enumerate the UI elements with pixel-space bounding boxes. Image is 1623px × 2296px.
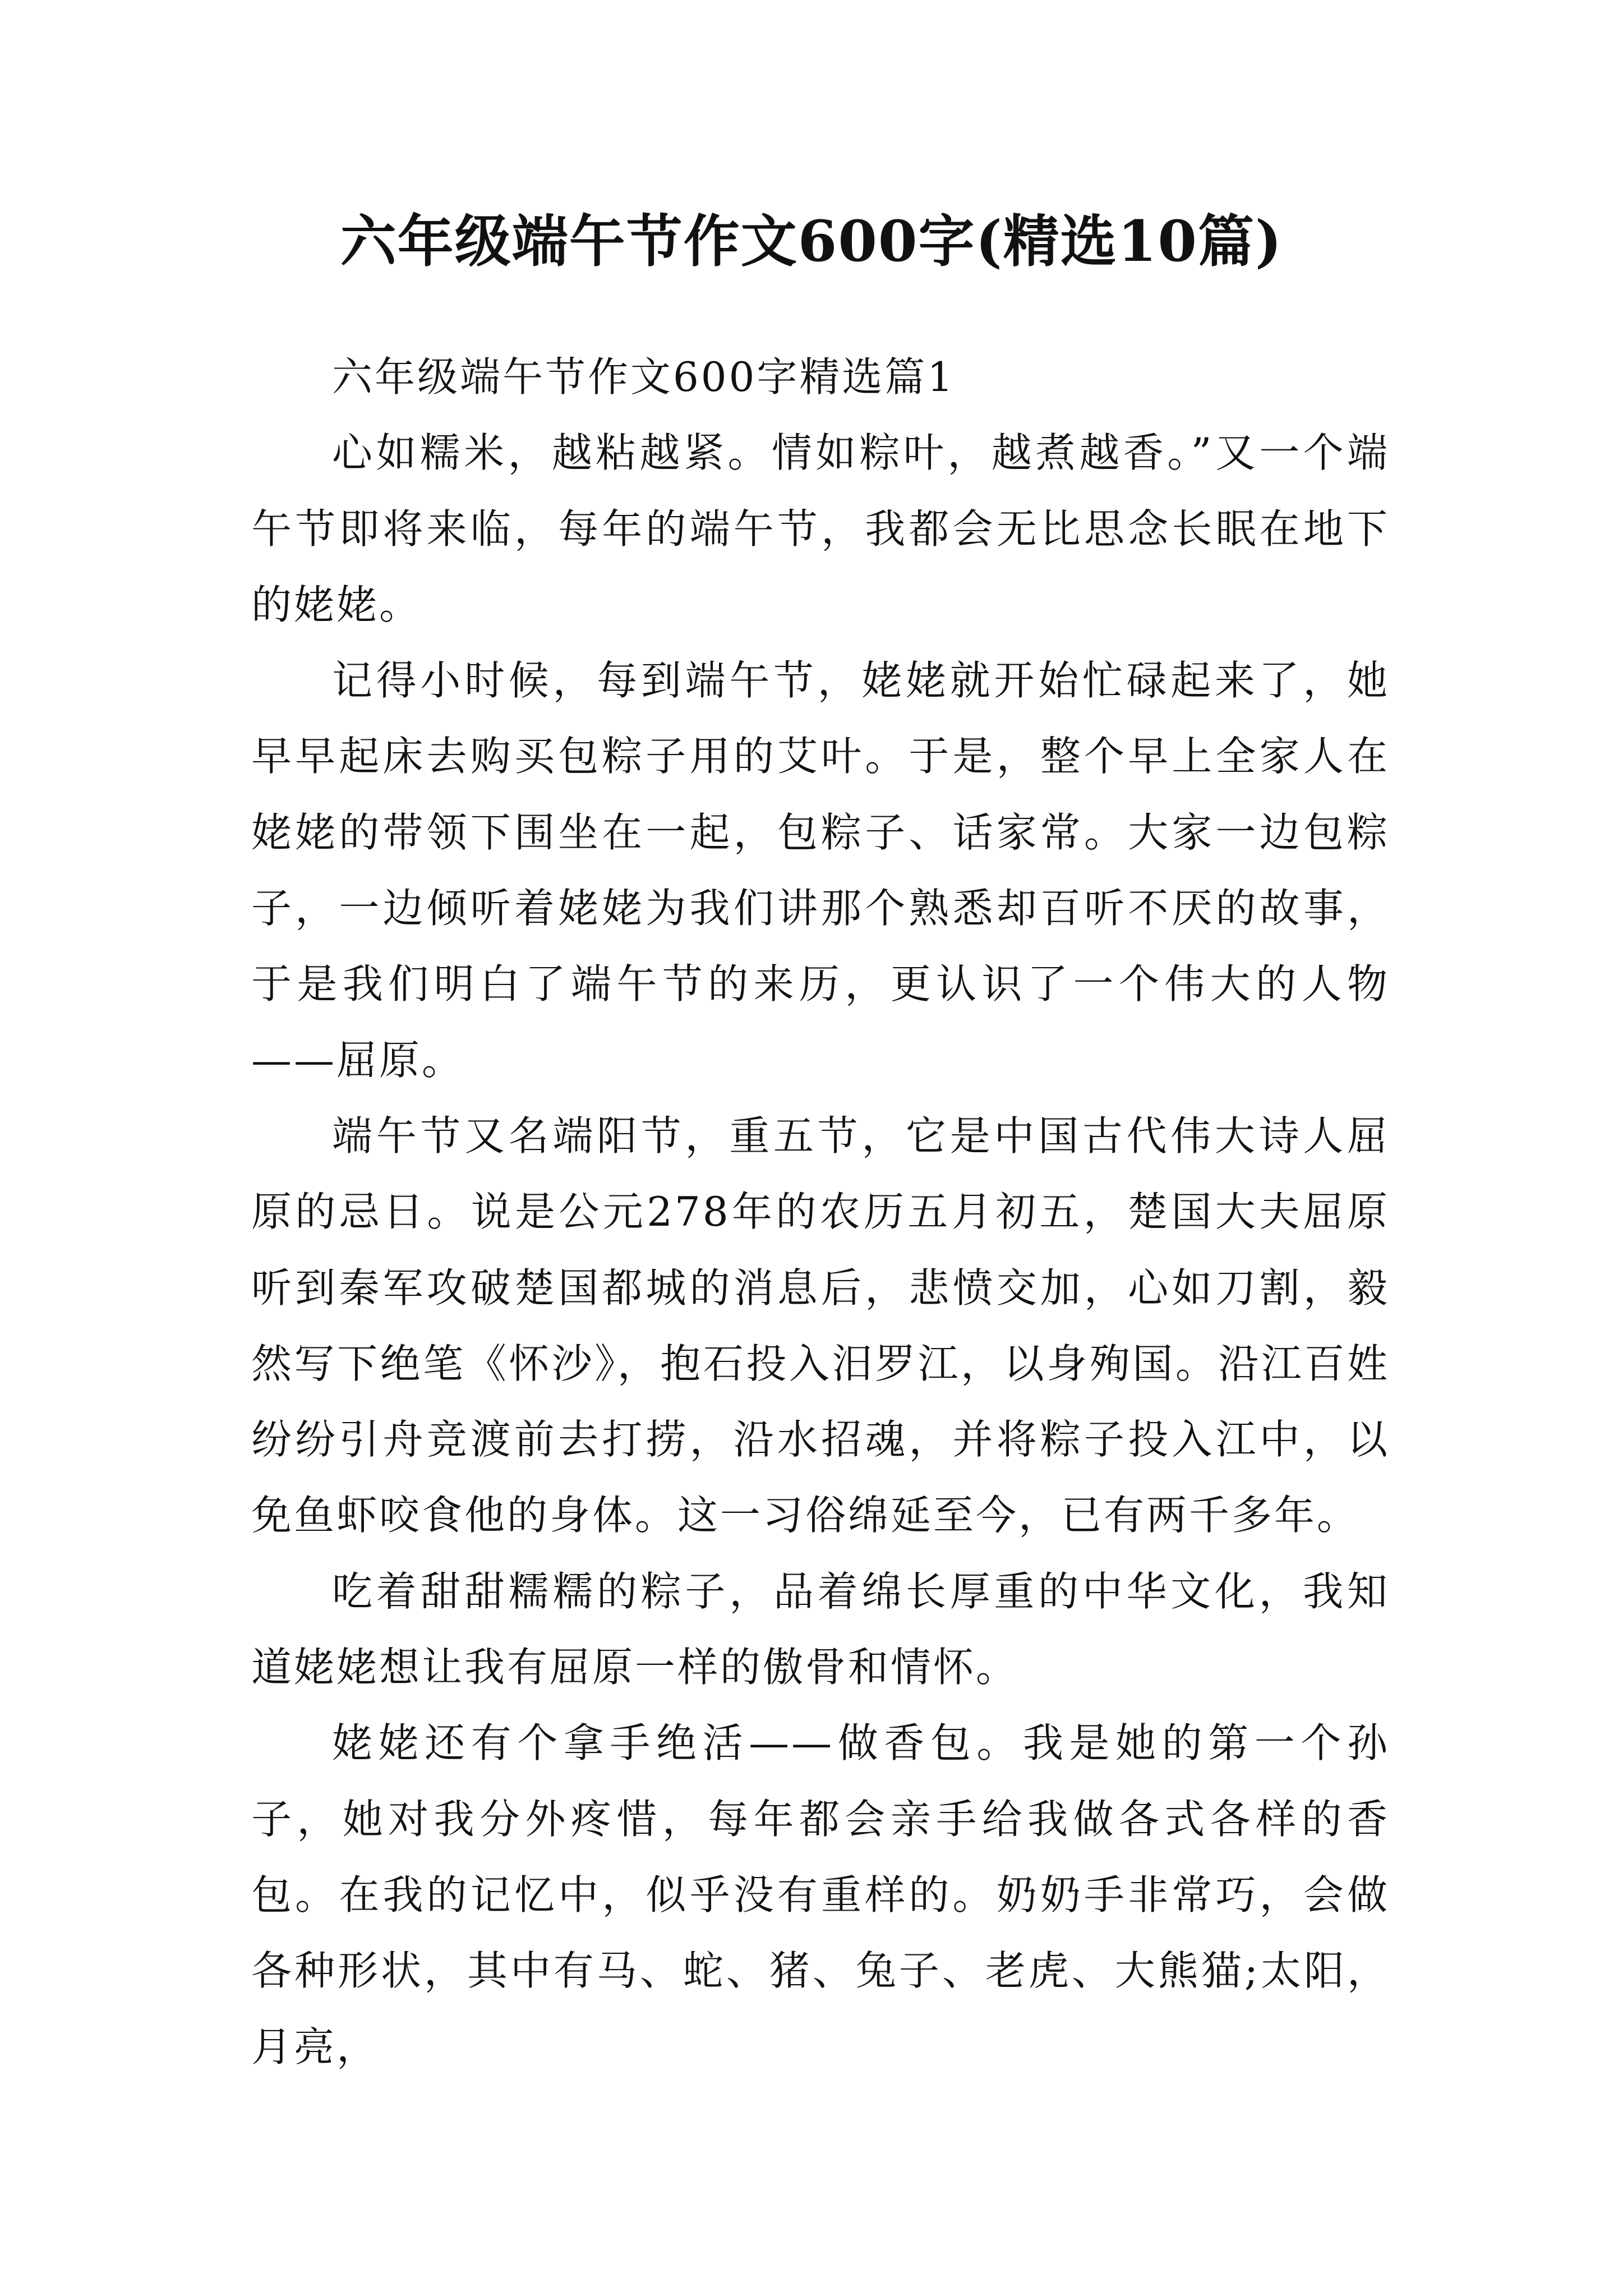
document-title: 六年级端午节作文600字(精选10篇) [340,208,1283,274]
paragraph: 心如糯米，越粘越紧。情如粽叶，越煮越香。”又一个端午节即将来临，每年的端午节，我都会无比思念长眠在地下的姥姥。 [251,429,1390,628]
paragraph: 吃着甜甜糯糯的粽子，品着绵长厚重的中华文化，我知道姥姥想让我有屈原一样的傲骨和情怀。 [251,1567,1390,1691]
section-heading: 六年级端午节作文600字精选篇1 [332,353,956,401]
paragraph: 记得小时候，每到端午节，姥姥就开始忙碌起来了，她早早起床去购买包粽子用的艾叶。于是，整个早上全家人在姥姥的带领下围坐在一起，包粽子、话家常。大家一边包粽子，一边倾听着姥姥为我们讲那个熟悉却百听不厌的故事，于是我们明白了端午节的来历，更认识了一个伟大的人物——屈原。 [251,657,1390,1084]
paragraph: 姥姥还有个拿手绝活——做香包。我是她的第一个孙子，她对我分外疼惜，每年都会亲手给我做各式各样的香包。在我的记忆中，似乎没有重样的。奶奶手非常巧，会做各种形状，其中有马、蛇、猪、兔子、老虎、大熊猫;太阳，月亮， [251,1719,1390,2070]
paragraph: 端午节又名端阳节，重五节，它是中国古代伟大诗人屈原的忌日。说是公元278年的农历五月初五，楚国大夫屈原听到秦军攻破楚国都城的消息后，悲愤交加，心如刀割，毅然写下绝笔《怀沙》，抱石投入汨罗江，以身殉国。沿江百姓纷纷引舟竞渡前去打捞，沿水招魂，并将粽子投入江中，以免鱼虾咬食他的身体。这一习俗绵延至今，已有两千多年。 [251,1112,1390,1539]
document-body [251,339,1390,2085]
